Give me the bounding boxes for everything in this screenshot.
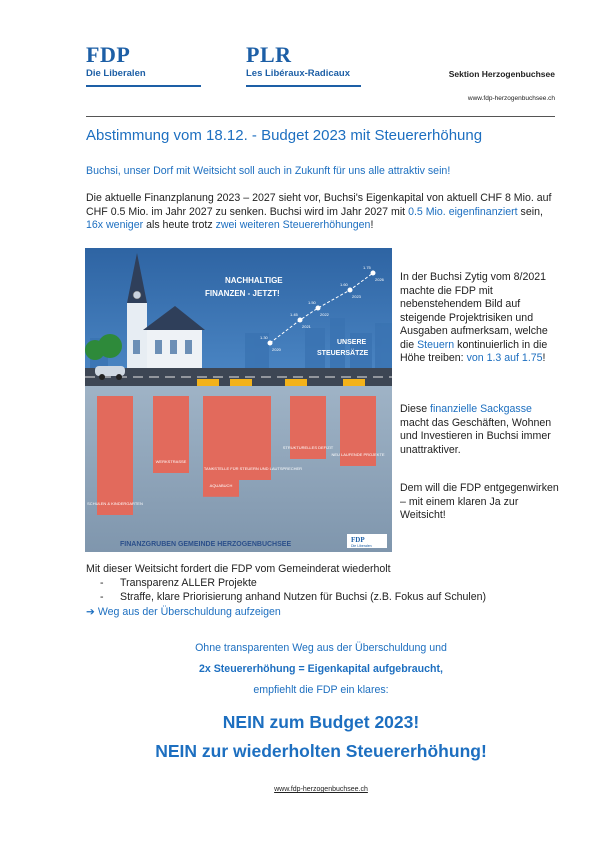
tax-point-year: 2020	[272, 347, 281, 352]
intro-text-1: Die aktuelle Finanzplanung 2023 – 2027 sieht vor, Buchsi's Eigenkapital von aktuell CHF 8 Mio. auf CHF 0.5 Mio. im Jahr 2027 zu senken. Buchsi wird im Jahr 2027 mit	[86, 192, 552, 218]
tax-point-rate: 1.45	[290, 312, 298, 317]
tax-point-year: 2023	[352, 294, 361, 299]
finance-pit	[203, 396, 239, 497]
side-p1-text-3: !	[542, 352, 546, 364]
finance-pit-label: TANKSTELLE FÜR STEUERN UND LAUTSPRECHER	[203, 466, 303, 471]
intro-highlight-2: 16x weniger	[86, 219, 144, 231]
finance-pit	[97, 396, 133, 515]
illustration-svg	[85, 248, 392, 552]
side-p2-highlight: finanzielle Sackgasse	[430, 403, 532, 415]
tax-point-rate: 1.60	[340, 282, 348, 287]
demand-arrow-line	[86, 606, 281, 620]
tax-point-year: 2021	[302, 324, 311, 329]
closing-line-1: Ohne transparenten Weg aus der Überschuldung und	[195, 642, 447, 654]
finance-pit-label: WERKSTRASSE	[155, 459, 187, 464]
fdp-badge-sub: Die Liberalen	[351, 544, 372, 548]
finance-pit-label: AQUABUCH	[209, 482, 233, 488]
footer-link-wrap	[86, 778, 556, 796]
plr-logo-text: PLR	[246, 42, 292, 67]
intro-text-3: als heute trotz	[143, 219, 216, 231]
label-steuersaetze-2: STEUERSÄTZE	[317, 350, 369, 357]
tax-point	[268, 341, 273, 346]
intro-paragraph	[86, 192, 556, 233]
lead-text: Buchsi, unser Dorf mit Weitsicht soll auch in Zukunft für uns alle attraktiv sein!	[86, 165, 451, 177]
illustration-caption: FINANZGRUBEN GEMEINDE HERZOGENBUCHSEE	[120, 541, 292, 548]
side-paragraph-1	[400, 271, 560, 366]
tax-point-year: 2026	[375, 277, 384, 282]
side-p2-text-2: macht das Geschäften, Wohnen und Investieren in Buchsi immer unattraktiver.	[400, 416, 552, 456]
tax-point-rate: 1.50	[308, 300, 316, 305]
intro-text-2: sein,	[517, 205, 543, 218]
header-website[interactable]: www.fdp-herzogenbuchsee.ch	[467, 95, 555, 102]
demand-item-1-text: Transparenz ALLER Projekte	[120, 577, 257, 589]
tax-point	[371, 271, 376, 276]
tax-point-rate: 1.30	[260, 335, 268, 340]
header-divider	[86, 116, 555, 117]
finance-pit-label: NEU LAUFENDE PROJEKTE	[331, 452, 385, 457]
side-p1-highlight-1: Steuern	[417, 338, 455, 351]
finance-pit-label: STRUKTURELLES DEFIZIT	[282, 445, 334, 450]
side-paragraph-2	[400, 403, 560, 457]
page-title: Abstimmung vom 18.12. - Budget 2023 mit Steuererhöhung	[86, 127, 483, 144]
intro-text-4: !	[370, 219, 374, 231]
tax-point-year: 2022	[320, 312, 329, 317]
side-p1-text-1: In der Buchsi Zytig vom 8/2021 machte die FDP mit nebenstehendem Bild auf steigende Projektrisiken und Ausgaben aufmerksam, welche die	[400, 271, 548, 351]
footer-link[interactable]: www.fdp-herzogenbuchsee.ch	[274, 786, 368, 793]
demand-item-2: - Straffe, klare Priorisierung anhand Nutzen für Buchsi (z.B. Fokus auf Schulen)	[100, 591, 487, 603]
fdp-logo-subtitle: Die Liberalen	[86, 68, 146, 79]
fdp-logo	[86, 42, 201, 87]
finance-illustration	[85, 248, 392, 552]
fdp-badge-main: FDP	[351, 536, 365, 544]
side-p1-text-2: kontinuierlich in die Höhe treiben:	[400, 338, 548, 364]
banner-line-2: FINANZEN - JETZT!	[205, 289, 280, 298]
fdp-logo-underline	[86, 85, 201, 87]
intro-highlight-3: zwei weiteren Steuererhöhungen	[215, 219, 371, 231]
tax-point-rate: 1.75	[363, 265, 371, 270]
side-paragraph-3: Dem will die FDP entgegenwirken – mit einem klaren Ja zur Weitsicht!	[400, 482, 559, 521]
banner-line-1: NACHHALTIGE	[225, 276, 283, 285]
tax-point	[298, 318, 303, 323]
side-p1-highlight-2: von 1.3 auf 1.75	[466, 352, 543, 364]
fdp-logo-text: FDP	[86, 42, 131, 67]
demand-item-2-text: Straffe, klare Priorisierung anhand Nutzen für Buchsi (z.B. Fokus auf Schulen)	[120, 591, 487, 603]
demand-item-1: - Transparenz ALLER Projekte	[100, 577, 257, 589]
demands-intro: Mit dieser Weitsicht fordert die FDP vom Gemeinderat wiederholt	[86, 563, 391, 575]
plr-logo-subtitle: Les Libéraux-Radicaux	[246, 68, 351, 79]
plr-logo	[246, 42, 361, 87]
finance-pit-label: SCHULEN & KINDERGARTEN	[87, 501, 143, 506]
nein-steuer-heading: NEIN zur wiederholten Steuererhöhung!	[155, 741, 487, 761]
tax-point	[348, 288, 353, 293]
closing-line-2: 2x Steuererhöhung = Eigenkapital aufgebraucht,	[198, 663, 443, 675]
intro-highlight-1: 0.5 Mio. eigenfinanziert	[408, 205, 518, 218]
side-p2-text-1: Diese	[400, 403, 431, 415]
label-steuersaetze-1: UNSERE	[337, 339, 367, 346]
section-name: Sektion Herzogenbuchsee	[448, 69, 555, 79]
nein-budget-heading: NEIN zum Budget 2023!	[222, 712, 420, 732]
closing-line-3: empfiehlt die FDP ein klares:	[253, 684, 389, 696]
tax-point	[316, 306, 321, 311]
demand-arrow-text: Weg aus der Überschuldung aufzeigen	[97, 606, 281, 618]
plr-logo-underline	[246, 85, 361, 87]
arrow-icon: ➔	[86, 606, 95, 618]
